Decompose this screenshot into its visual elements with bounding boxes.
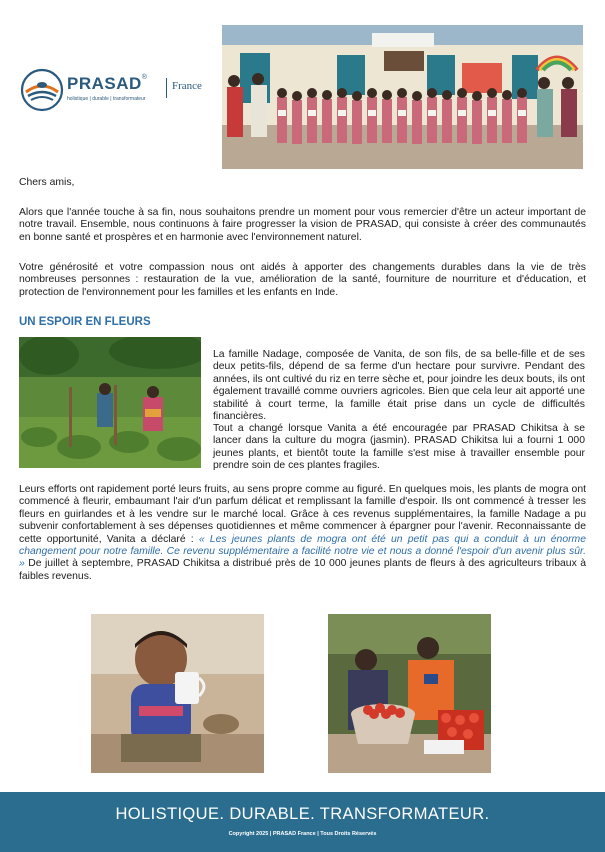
results-text-before: Leurs efforts ont rapidement porté leurs fruits, au sens propre comme au figuré. En quelques mois, les plants de mogra ont commencé à fleurir, embaumant l'air d'un parfum délicat et remplissant la famille d'espoir. Ils ont commencé à tresser les fleurs en guirlandes et à les vendre sur le marché local. Grâce à ces revenus supplémentaires, la famille Nadage a pu subvenir confortablement à ses dépenses quotidiennes et même commencer à épargner pour l'avenir. Reconnaissante de cette opportunité, Vanita a déclaré : [19,484,586,545]
logo-country: France [172,80,202,92]
logo-divider [166,78,167,98]
vanita-quote: « Les jeunes plants de mogra ont été un petit pas qui a conduit à un énorme changement pour notre famille. Ce revenu supplémentaire a facilité notre vie et nous a donné l'espoir d'un avenir plus sûr. » [19,533,586,570]
footer-slogan: HOLISTIQUE. DURABLE. TRANSFORMATEUR. [115,805,490,823]
section-title: UN ESPOIR EN FLEURS [19,316,151,328]
story-paragraph-results [19,484,586,583]
footer-copyright: Copyright 2025 | PRASAD France | Tous Droits Réservés [228,831,377,837]
letter-paragraph-generosity: Votre générosité et votre compassion nous ont aidés à apporter des changements durables dans la vie de très nombreuses personnes : restauration de la vue, amélioration de la santé, fourniture de nourriture et d'éducation, et protection de l'environnement pour les familles et les enfants en Inde. [19,262,586,298]
letter-paragraph-thanks: Alors que l'année touche à sa fin, nous souhaitons prendre un moment pour vous remercier d'être un acteur important de notre travail. Ensemble, nous continuons à faire progresser la vision de PRASAD, qui consiste à créer des communautés en bonne santé et prospères et en harmonie avec l'environnement naturel. [19,207,586,243]
letter-salutation: Chers amis, [19,177,75,188]
logo-name: PRASAD® [67,74,148,93]
results-text-after: De juillet à septembre, PRASAD Chikitsa a distribué près de 10 000 jeunes plants de fleurs à des agriculteurs tribaux à faibles revenus. [19,558,586,582]
jasmine-field-photo [19,337,201,468]
child-drinking-photo [91,614,264,773]
prasad-logo [20,68,200,112]
logo-tagline: holistique | durable | transformateur [67,96,146,102]
harvest-couple-photo [328,614,491,773]
footer-banner [0,792,605,852]
school-children-photo [222,25,583,169]
story-paragraph-family: La famille Nadage, composée de Vanita, de son fils, de sa belle-fille et de ses deux petits-fils, dépend de sa ferme d'un hectare pour survivre. Pendant des années, ils ont cultivé du riz en terre sèche et, pour joindre les deux bouts, ils ont également travaillé comme ouvriers agricoles. Bien que cela leur ait apporté une stabilité à court terme, la famille était prise dans un cycle de difficultés financières. [213,349,585,423]
story-paragraph-change: Tout a changé lorsque Vanita a été encouragée par PRASAD Chikitsa à se lancer dans la culture du mogra (jasmin). PRASAD Chikitsa lui a fourni 1 000 jeunes plants, et bientôt toute la famille s'est mise à travailler ensemble pour prendre soin de ces plantes fragiles. [213,423,585,472]
lotus-hands-icon [20,68,64,112]
